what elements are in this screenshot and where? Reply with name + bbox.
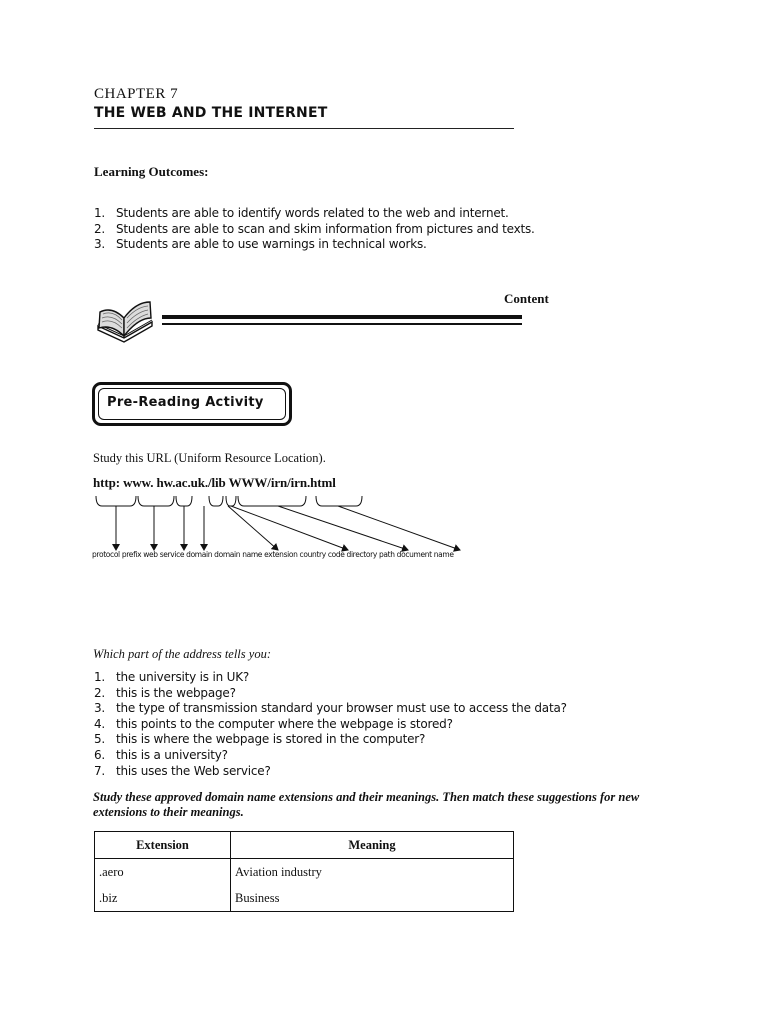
list-item — [94, 686, 567, 702]
item-text: this is a university? — [116, 747, 228, 762]
learning-outcomes-heading: Learning Outcomes: — [94, 164, 209, 179]
cell-extension: .biz — [95, 885, 231, 912]
title-underline — [94, 128, 514, 129]
extensions-table — [94, 831, 514, 912]
item-text: this points to the computer where the webpage is stored? — [116, 716, 453, 731]
list-item — [94, 748, 567, 764]
learning-outcomes-list — [94, 206, 535, 253]
example-url: http: www. hw.ac.uk./lib WWW/irn/irn.html — [93, 475, 336, 490]
item-text: this uses the Web service? — [116, 763, 271, 778]
list-item — [94, 717, 567, 733]
arrow-country-code — [231, 506, 348, 550]
item-number: 3. — [94, 237, 106, 251]
content-heading: Content — [504, 291, 549, 306]
cell-meaning: Business — [231, 885, 514, 912]
list-item — [94, 732, 567, 748]
chapter-number: CHAPTER 7 — [94, 86, 179, 102]
header-meaning: Meaning — [231, 832, 514, 859]
divider-thin — [162, 323, 522, 325]
list-item — [94, 237, 535, 253]
bracket-extension — [226, 496, 236, 506]
list-item — [94, 670, 567, 686]
divider-thick — [162, 315, 522, 319]
list-item — [94, 222, 535, 238]
item-number: 1. — [94, 206, 106, 220]
table-row — [95, 885, 514, 912]
item-number: 4. — [94, 716, 106, 731]
open-book-icon — [94, 298, 156, 344]
item-number: 2. — [94, 685, 106, 700]
item-text: this is where the webpage is stored in the computer? — [116, 732, 426, 747]
item-number: 5. — [94, 732, 106, 747]
table-header-row — [95, 832, 514, 859]
arrow-extension — [228, 506, 278, 550]
list-item — [94, 206, 535, 222]
questions-prompt: Which part of the address tells you: — [93, 647, 271, 661]
item-number: 6. — [94, 747, 106, 762]
matching-instruction: Study these approved domain name extensions and their meanings. Then match these suggestions for new extensions to their meanings. — [93, 790, 640, 819]
bracket-web-service — [176, 496, 192, 506]
bracket-prefix — [138, 496, 174, 506]
item-number: 7. — [94, 763, 106, 778]
table-row — [95, 859, 514, 886]
cell-meaning: Aviation industry — [231, 859, 514, 886]
arrow-document — [338, 506, 460, 550]
item-text: Students are able to use warnings in technical works. — [116, 237, 427, 251]
list-item — [94, 701, 567, 717]
header-extension: Extension — [95, 832, 231, 859]
questions-list — [94, 670, 567, 779]
item-number: 2. — [94, 221, 106, 236]
study-url-text: Study this URL (Uniform Resource Location). — [93, 451, 326, 465]
item-number: 3. — [94, 701, 106, 716]
item-text: Students are able to scan and skim information from pictures and texts. — [116, 221, 535, 236]
chapter-title: THE WEB AND THE INTERNET — [94, 105, 328, 121]
pre-reading-box — [92, 382, 292, 426]
cell-extension: .aero — [95, 859, 231, 886]
list-item — [94, 764, 567, 780]
url-parts-labels: protocol prefix web service domain domain name extension country code directory path document name — [92, 550, 454, 559]
item-text: Students are able to identify words related to the web and internet. — [116, 206, 509, 220]
bracket-directory — [238, 496, 306, 506]
item-text: the type of transmission standard your browser must use to access the data? — [116, 701, 567, 716]
item-number: 1. — [94, 670, 106, 684]
item-text: the university is in UK? — [116, 670, 250, 684]
bracket-domain — [209, 496, 223, 506]
pre-reading-label: Pre-Reading Activity — [107, 395, 264, 410]
item-text: this is the webpage? — [116, 685, 236, 700]
bracket-protocol — [96, 496, 136, 506]
bracket-document — [316, 496, 362, 506]
arrow-directory — [278, 506, 408, 550]
